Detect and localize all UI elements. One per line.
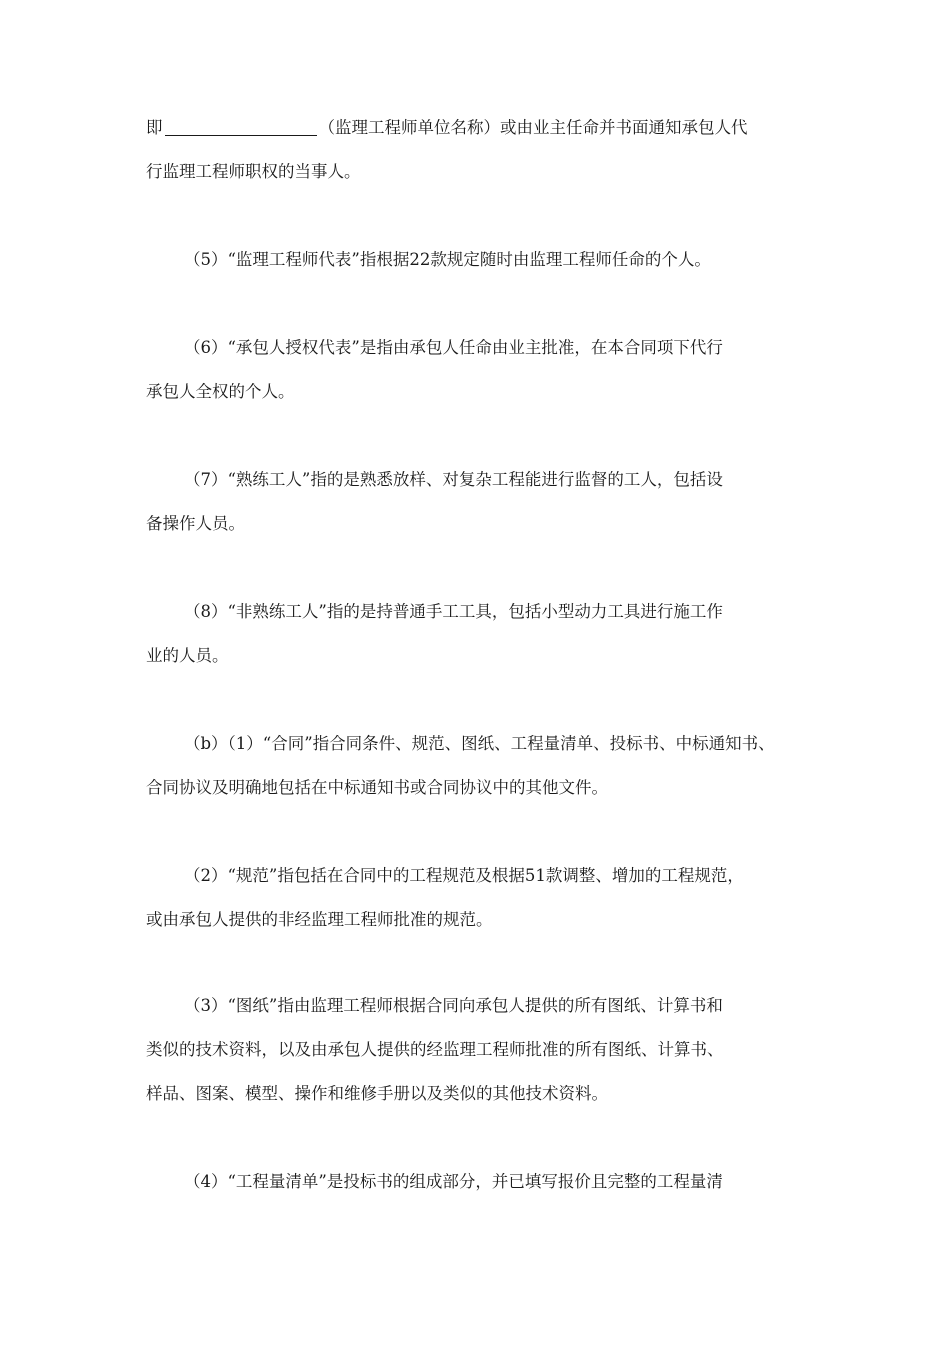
text-line: 或由承包人提供的非经监理工程师批准的规范。 <box>146 910 493 929</box>
text-line: （4）“工程量清单”是投标书的组成部分，并已填写报价且完整的工程量清 <box>184 1172 723 1191</box>
text-line: 承包人全权的个人。 <box>146 382 295 401</box>
fill-in-blank <box>165 117 317 136</box>
paragraph-3 <box>146 984 810 1116</box>
text-line: （8）“非熟练工人”指的是持普通手工工具，包括小型动力工具进行施工作 <box>184 602 723 621</box>
text-line: （b）（1）“合同”指合同条件、规范、图纸、工程量清单、投标书、中标通知书、 <box>184 734 775 753</box>
paragraph-6 <box>146 326 810 414</box>
paragraph-5 <box>146 238 810 282</box>
text-line: 业的人员。 <box>146 646 229 665</box>
text-line: 样品、图案、模型、操作和维修手册以及类似的其他技术资料。 <box>146 1084 608 1103</box>
paragraph-2 <box>146 854 810 942</box>
text-line: （2）“规范”指包括在合同中的工程规范及根据51款调整、增加的工程规范， <box>184 866 744 885</box>
paragraph-b1 <box>146 722 810 810</box>
text-line: （3）“图纸”指由监理工程师根据合同向承包人提供的所有图纸、计算书和 <box>184 996 723 1015</box>
paragraph-supervisor-definition <box>146 106 810 194</box>
paragraph-4 <box>146 1160 810 1204</box>
text-line: 行监理工程师职权的当事人。 <box>146 162 361 181</box>
text-line: （5）“监理工程师代表”指根据22款规定随时由监理工程师任命的个人。 <box>184 250 711 269</box>
text-line: 合同协议及明确地包括在中标通知书或合同协议中的其他文件。 <box>146 778 608 797</box>
text-line <box>146 106 810 150</box>
text-line: （7）“熟练工人”指的是熟悉放样、对复杂工程能进行监督的工人，包括设 <box>184 470 723 489</box>
text-line: 备操作人员。 <box>146 514 245 533</box>
text-line: 类似的技术资料，以及由承包人提供的经监理工程师批准的所有图纸、计算书、 <box>146 1040 724 1059</box>
paragraph-8 <box>146 590 810 678</box>
text-line: （6）“承包人授权代表”是指由承包人任命由业主批准，在本合同项下代行 <box>184 338 723 357</box>
paragraph-7 <box>146 458 810 546</box>
text-segment: （监理工程师单位名称）或由业主任命并书面通知承包人代 <box>318 118 748 137</box>
text-segment: 即 <box>146 118 163 137</box>
